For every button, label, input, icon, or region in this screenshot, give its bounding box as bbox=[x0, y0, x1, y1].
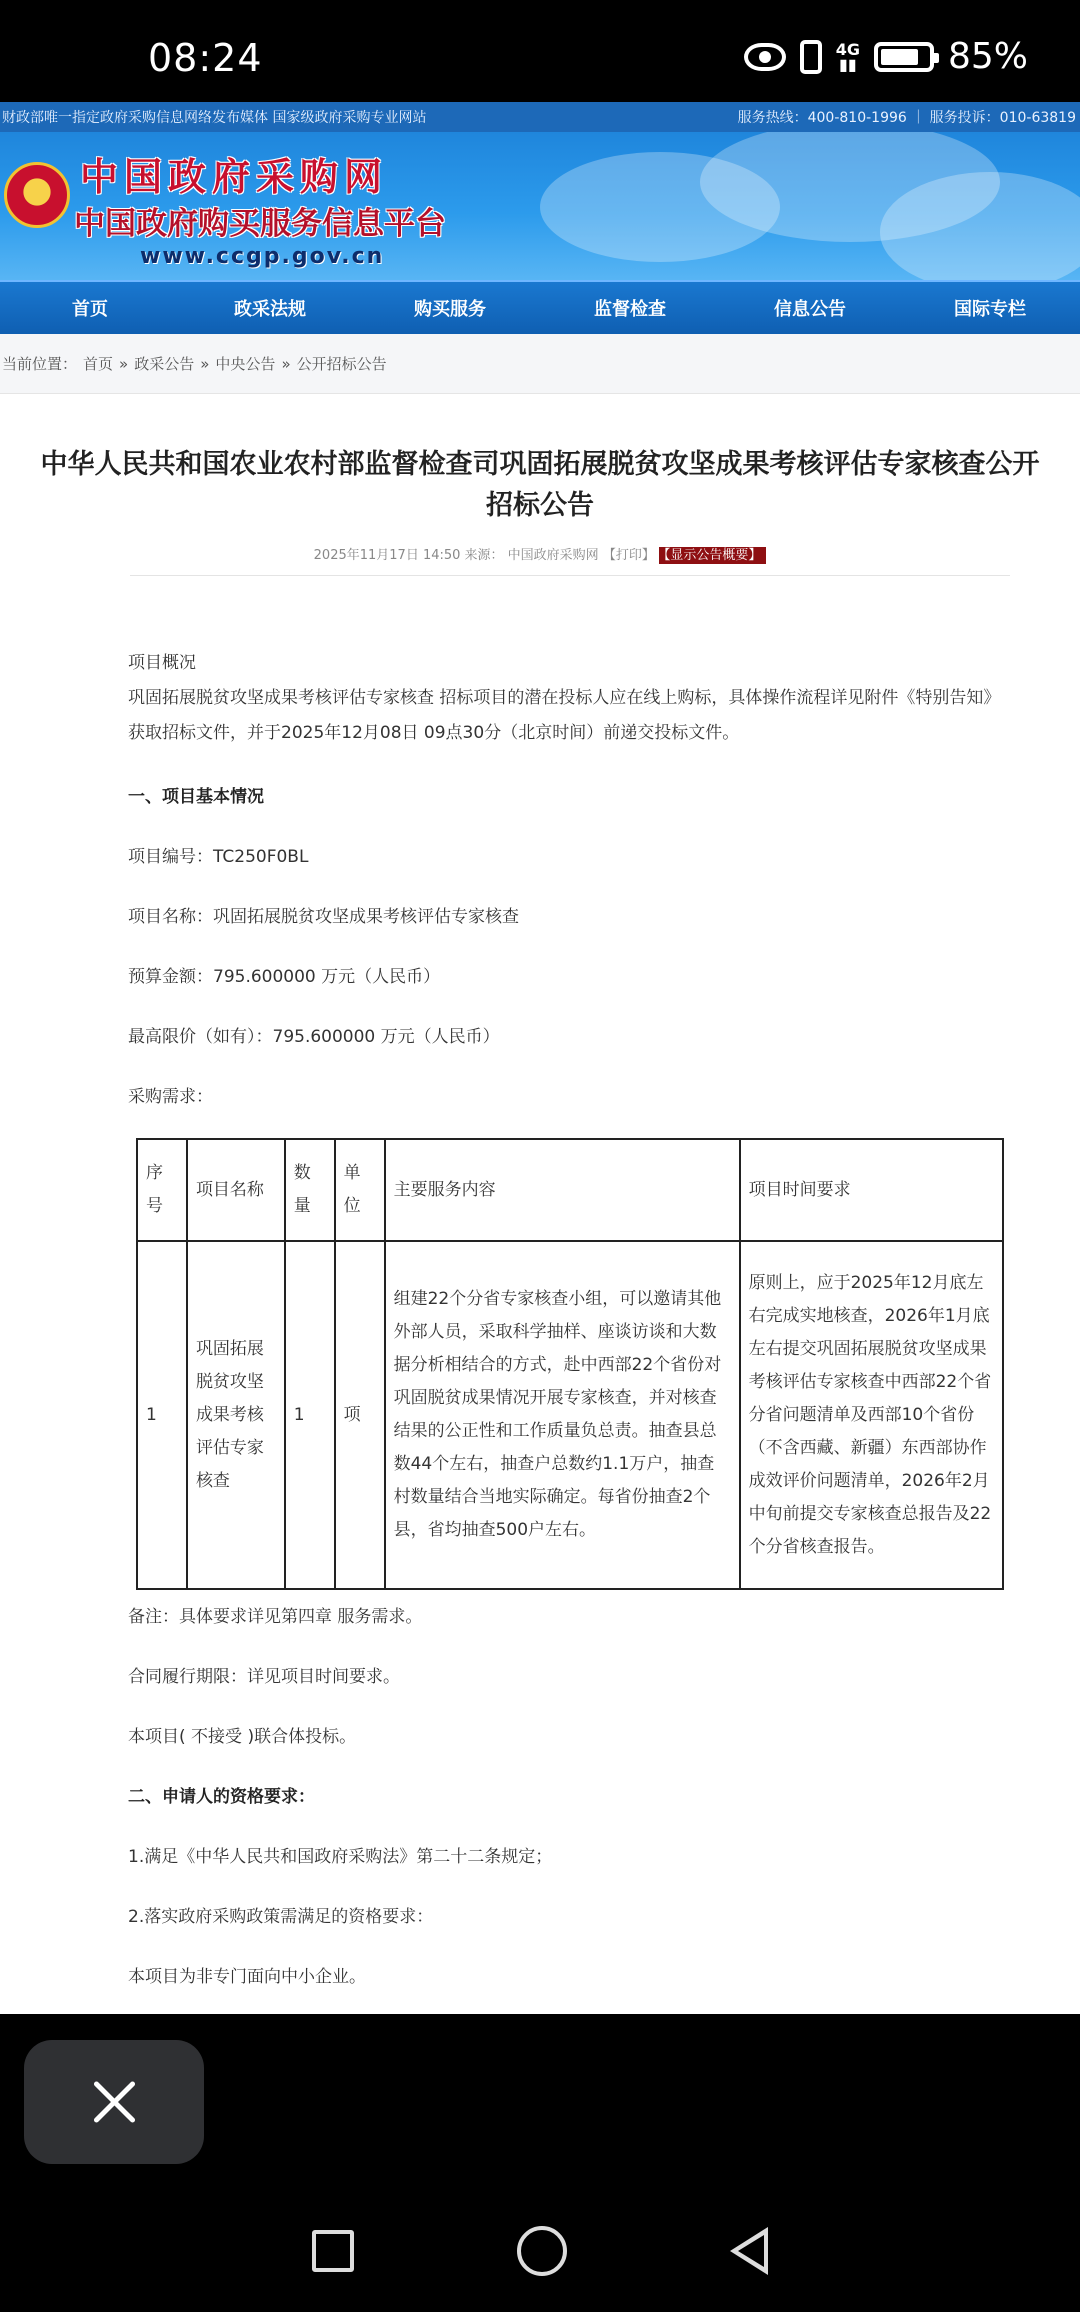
breadcrumb-open-tender[interactable]: 公开招标公告 bbox=[296, 355, 387, 373]
table-header: 主要服务内容 bbox=[385, 1139, 740, 1241]
table-cell-qty: 1 bbox=[285, 1241, 335, 1589]
demand-label: 采购需求： bbox=[128, 1087, 213, 1107]
project-name: 项目名称：巩固拓展脱贫攻坚成果考核评估专家核查 bbox=[128, 907, 519, 927]
breadcrumb-separator: » bbox=[281, 354, 291, 373]
article-meta bbox=[0, 544, 1080, 563]
table-cell-unit: 项 bbox=[335, 1241, 385, 1589]
qualification-3: 本项目为非专门面向中小企业。 bbox=[128, 1967, 366, 1987]
consortium-note: 本项目( 不接受 )联合体投标。 bbox=[128, 1727, 357, 1747]
table-header: 数量 bbox=[285, 1139, 335, 1241]
table-row bbox=[137, 1241, 1003, 1589]
signal-icon: 4G ▮▮ bbox=[835, 39, 860, 74]
overview-label: 项目概况 bbox=[128, 653, 196, 673]
breadcrumb bbox=[0, 334, 1080, 394]
table-cell-no: 1 bbox=[137, 1241, 187, 1589]
article-meta-text: 2025年11月17日 14:50 来源： 中国政府采购网 【打印】 bbox=[313, 548, 655, 563]
budget-amount: 预算金额：795.600000 万元（人民币） bbox=[128, 967, 441, 987]
nav-supervision[interactable]: 监督检查 bbox=[594, 299, 666, 320]
contract-period: 合同履行期限：详见项目时间要求。 bbox=[128, 1667, 400, 1687]
nav-purchase-services[interactable]: 购买服务 bbox=[414, 299, 486, 320]
battery-icon bbox=[874, 42, 934, 72]
breadcrumb-central-notices[interactable]: 中央公告 bbox=[215, 355, 276, 373]
requirements-table bbox=[136, 1138, 1004, 1590]
site-banner bbox=[0, 132, 1080, 280]
table-cell-time: 原则上，应于2025年12月底左右完成实地核查，2026年1月底左右提交巩固拓展脱贫攻坚成果考核评估专家核查中西部22个省分省问题清单及西部10个省份（不含西藏、新疆）东西部协作成效评价问题清单，2026年2月中旬前提交专家核查总报告及22个分省核查报告。 bbox=[740, 1241, 1003, 1589]
battery-percent: 85% bbox=[947, 36, 1028, 77]
breadcrumb-label: 当前位置： bbox=[2, 355, 78, 373]
overview-text: 巩固拓展脱贫攻坚成果考核评估专家核查 招标项目的潜在投标人应在线上购标，具体操作流程详见附件《特别告知》获取招标文件，并于2025年12月08日 09点30分（北京时间）前递交投标文件。 bbox=[128, 688, 1001, 743]
vibrate-icon bbox=[800, 40, 822, 74]
site-top-strip bbox=[0, 102, 1080, 132]
qualification-2: 2.落实政府采购政策需满足的资格要求： bbox=[128, 1907, 434, 1927]
national-emblem-icon bbox=[4, 162, 70, 228]
section-qualifications: 二、申请人的资格要求： bbox=[128, 1787, 315, 1807]
site-tagline: 财政部唯一指定政府采购信息网络发布媒体 国家级政府采购专业网站 bbox=[2, 110, 427, 126]
site-logo-title[interactable]: 中国政府采购网 bbox=[80, 155, 389, 199]
breadcrumb-separator: » bbox=[200, 354, 210, 373]
status-time: 08:24 bbox=[148, 36, 263, 80]
max-price: 最高限价（如有）：795.600000 万元（人民币） bbox=[128, 1027, 500, 1047]
main-nav bbox=[0, 280, 1080, 334]
recents-icon[interactable] bbox=[312, 2230, 354, 2272]
close-button[interactable] bbox=[24, 2040, 204, 2164]
table-header: 项目名称 bbox=[187, 1139, 285, 1241]
project-overview bbox=[128, 646, 1008, 751]
nav-announcements[interactable]: 信息公告 bbox=[774, 299, 846, 320]
table-cell-name: 巩固拓展脱贫攻坚成果考核评估专家核查 bbox=[187, 1241, 285, 1589]
breadcrumb-separator: » bbox=[119, 354, 129, 373]
close-icon bbox=[92, 2080, 136, 2124]
breadcrumb-home[interactable]: 首页 bbox=[83, 355, 114, 373]
nav-home[interactable]: 首页 bbox=[72, 299, 108, 320]
article-title-line1: 中华人民共和国农业农村部监督检查司巩固拓展脱贫攻坚成果考核评估专家核查公开 bbox=[40, 449, 1040, 480]
qualification-1: 1.满足《中华人民共和国政府采购法》第二十二条规定； bbox=[128, 1847, 553, 1867]
meta-divider bbox=[130, 575, 1010, 576]
eye-comfort-icon bbox=[744, 43, 786, 71]
breadcrumb-procurement-notices[interactable]: 政采公告 bbox=[134, 355, 195, 373]
site-logo-url: www.ccgp.gov.cn bbox=[140, 244, 385, 269]
table-header: 序号 bbox=[137, 1139, 187, 1241]
table-header: 单位 bbox=[335, 1139, 385, 1241]
table-note: 备注：具体要求详见第四章 服务需求。 bbox=[128, 1607, 423, 1627]
nav-regulations[interactable]: 政采法规 bbox=[234, 299, 306, 320]
table-header: 项目时间要求 bbox=[740, 1139, 1003, 1241]
show-summary-button[interactable]: 【显示公告概要】 bbox=[659, 547, 767, 564]
status-bar bbox=[0, 0, 1080, 102]
site-hotline: 服务热线：400-810-1996 ｜ 服务投诉：010-63819 bbox=[737, 110, 1076, 126]
table-cell-content: 组建22个分省专家核查小组，可以邀请其他外部人员，采取科学抽样、座谈访谈和大数据分析相结合的方式，赴中西部22个省份对巩固脱贫成果情况开展专家核查，并对核查结果的公正性和工作质量负总责。抽查县总数44个左右，抽查户总数约1.1万户，抽查村数量结合当地实际确定。每省份抽查2个县，省均抽查500户左右。 bbox=[385, 1241, 740, 1589]
site-logo-subtitle: 中国政府购买服务信息平台 bbox=[74, 206, 446, 242]
nav-international[interactable]: 国际专栏 bbox=[954, 299, 1026, 320]
system-nav-bar bbox=[0, 2190, 1080, 2312]
back-icon[interactable] bbox=[730, 2227, 768, 2275]
section-basic-info: 一、项目基本情况 bbox=[128, 787, 264, 807]
project-number: 项目编号：TC250F0BL bbox=[128, 847, 309, 867]
article-title-line2: 招标公告 bbox=[486, 490, 594, 521]
home-icon[interactable] bbox=[517, 2226, 567, 2276]
network-type: 4G bbox=[835, 39, 860, 59]
web-page bbox=[0, 102, 1080, 2014]
table-header-row bbox=[137, 1139, 1003, 1241]
article-title bbox=[0, 444, 1080, 526]
